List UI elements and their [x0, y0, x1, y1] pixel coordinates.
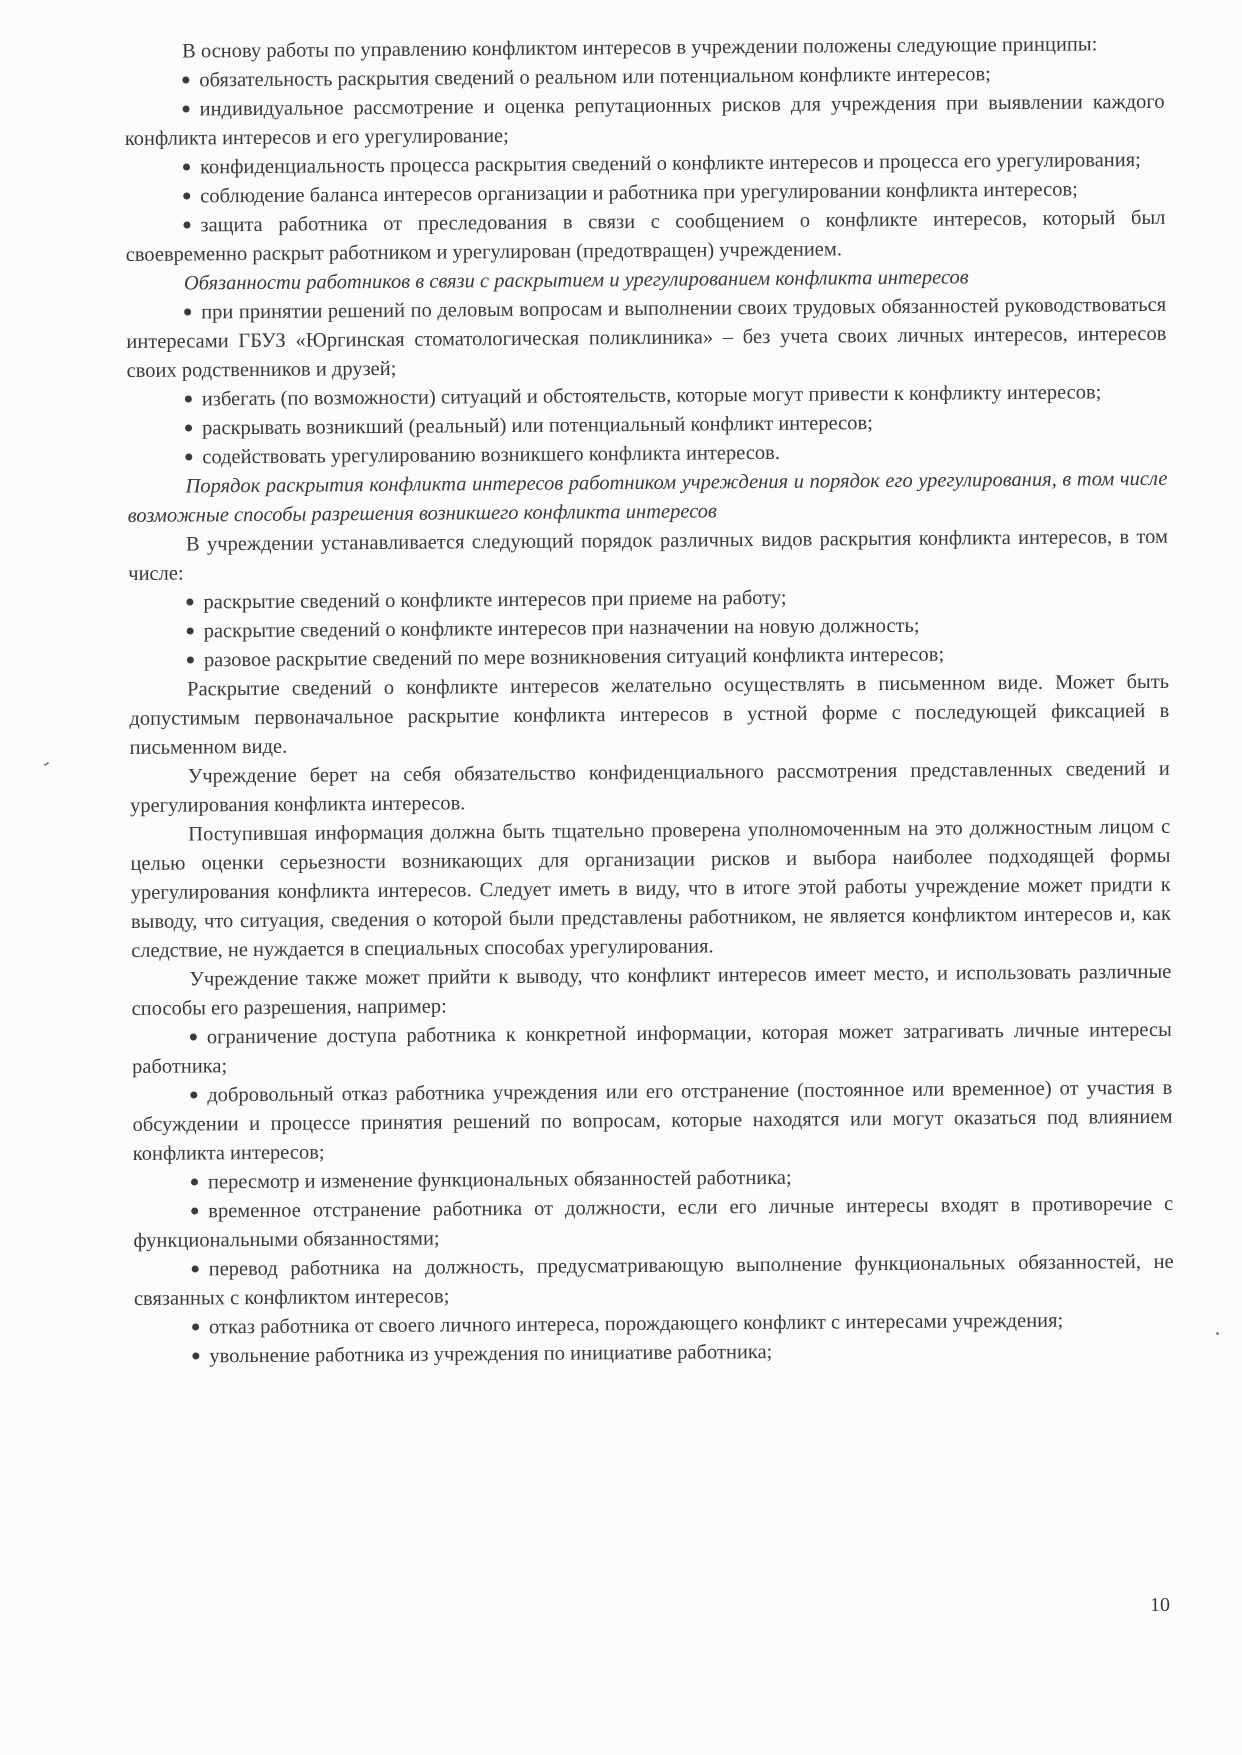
document-body [124, 30, 1174, 1372]
bullet-text: увольнение работника из учреждения по инициативе работника; [209, 1340, 773, 1368]
bullet-icon [187, 656, 194, 663]
bullet-text: при принятии решений по деловым вопросам и выполнении своих трудовых обязанностей руководствоваться интересами ГБУЗ «Юргинская стоматологическая поликлиника» – без учета своих личных интересов, интересов своих родственников и друзей; [126, 293, 1167, 382]
paragraph: В основу работы по управлению конфликтом интересов в учреждении положены следующие принципы: [182, 33, 1098, 63]
bullet-icon [183, 221, 190, 228]
bullet-item [133, 1190, 1173, 1256]
bullet-text: раскрытие сведений о конфликте интересов при приеме на работу; [203, 586, 787, 614]
bullet-text: защита работника от преследования в связи с сообщением о конфликте интересов, который был своевременно раскрыт работником и урегулирован (предотвращен) учреждением. [125, 206, 1166, 266]
bullet-text: раскрывать возникший (реальный) или потенциальный конфликт интересов; [201, 412, 873, 440]
bullet-icon [190, 1091, 197, 1098]
bullet-text: отказ работника от своего личного интереса, порождающего конфликт с интересами учреждения; [209, 1309, 1064, 1339]
bullet-icon [183, 192, 190, 199]
bullet-item [132, 1016, 1172, 1082]
bullet-item [124, 88, 1164, 154]
bullet-text: пересмотр и изменение функциональных обязанностей работника; [207, 1166, 792, 1194]
page-number: 10 [1150, 1594, 1170, 1616]
bullet-icon [192, 1352, 199, 1359]
bullet-item [126, 291, 1167, 386]
bullet-icon [184, 308, 191, 315]
section-heading: Порядок раскрытия конфликта интересов работником учреждения и порядок его урегулирования, в том числе возможные способы разрешения возникшего конфликта интересов [127, 467, 1168, 527]
bullet-text: избегать (по возможности) ситуаций и обстоятельств, которые могут привести к конфликту интересов; [201, 381, 1102, 411]
bullet-icon [187, 627, 194, 634]
paragraph: Учреждение берет на себя обязательство конфиденциального рассмотрения представленных сведений и урегулирования конфликта интересов. [129, 757, 1170, 817]
bullet-text: конфиденциальность процесса раскрытия сведений о конфликте интересов и процесса его урегулирования; [199, 149, 1141, 179]
section-heading: Обязанности работников в связи с раскрытием и урегулированием конфликта интересов [183, 266, 969, 295]
bullet-icon [186, 598, 193, 605]
bullet-icon [192, 1265, 199, 1272]
bullet-icon [191, 1178, 198, 1185]
bullet-icon [192, 1323, 199, 1330]
bullet-text: ограничение доступа работника к конкретной информации, которая может затрагивать личные интересы работника; [131, 1018, 1172, 1078]
bullet-text: добровольный отказ работника учреждения или его отстранение (постоянное или временное) от участия в обсуждении и процессе принятия решений по вопросам, которые находятся или могут оказаться под влиянием конфликта интересов; [132, 1076, 1173, 1165]
bullet-item [132, 1074, 1173, 1169]
bullet-icon [182, 76, 189, 83]
bullet-icon [183, 163, 190, 170]
bullet-icon [183, 105, 190, 112]
paragraph: В учреждении устанавливается следующий порядок различных видов раскрытия конфликта интересов, в том числе: [128, 525, 1169, 585]
bullet-text: временное отстранение работника от должности, если его личные интересы входят в противоречие с функциональными обязанностями; [133, 1192, 1174, 1252]
bullet-icon [185, 395, 192, 402]
paragraph: Поступившая информация должна быть тщательно проверена уполномоченным на это должностным лицом с целью оценки серьезности возникающих для организации рисков и выбора наиболее подходящей формы урегулирования конфликта интересов. Следует иметь в виду, что в итоге этой работы учреждение может придти к выводу, что ситуация, сведения о которой были представлены работником, не является конфликтом интересов и, как следствие, не нуждается в специальных способах урегулирования. [130, 815, 1171, 962]
paragraph: Раскрытие сведений о конфликте интересов желательно осуществлять в письменном виде. Может быть допустимым первоначальное раскрытие конфликта интересов в устной форме с последующей фиксацией в письменном виде. [129, 670, 1170, 759]
bullet-icon [190, 1033, 197, 1040]
bullet-text: индивидуальное рассмотрение и оценка репутационных рисков для учреждения при выявлении каждого конфликта интересов и его урегулирование; [124, 90, 1165, 150]
bullet-text: обязательность раскрытия сведений о реальном или потенциальном конфликте интересов; [199, 63, 991, 92]
bullet-icon [185, 453, 192, 460]
bullet-text: перевод работника на должность, предусматривающую выполнение функциональных обязанностей, не связанных с конфликтом интересов; [133, 1250, 1174, 1310]
bullet-icon [191, 1207, 198, 1214]
scan-speck [1216, 1332, 1219, 1335]
bullet-text: содействовать урегулированию возникшего конфликта интересов. [202, 441, 781, 469]
bullet-text: раскрытие сведений о конфликте интересов при назначении на новую должность; [203, 614, 920, 643]
paragraph: Учреждение также может прийти к выводу, что конфликт интересов имеет место, и использовать различные способы его разрешения, например: [131, 960, 1172, 1020]
scan-speck [44, 762, 49, 766]
bullet-item [125, 204, 1165, 270]
bullet-icon [185, 424, 192, 431]
bullet-item [134, 1248, 1174, 1314]
bullet-text: соблюдение баланса интересов организации и работника при урегулировании конфликта интересов; [200, 178, 1078, 208]
bullet-text: разовое раскрытие сведений по мере возникновения ситуаций конфликта интересов; [203, 643, 945, 672]
